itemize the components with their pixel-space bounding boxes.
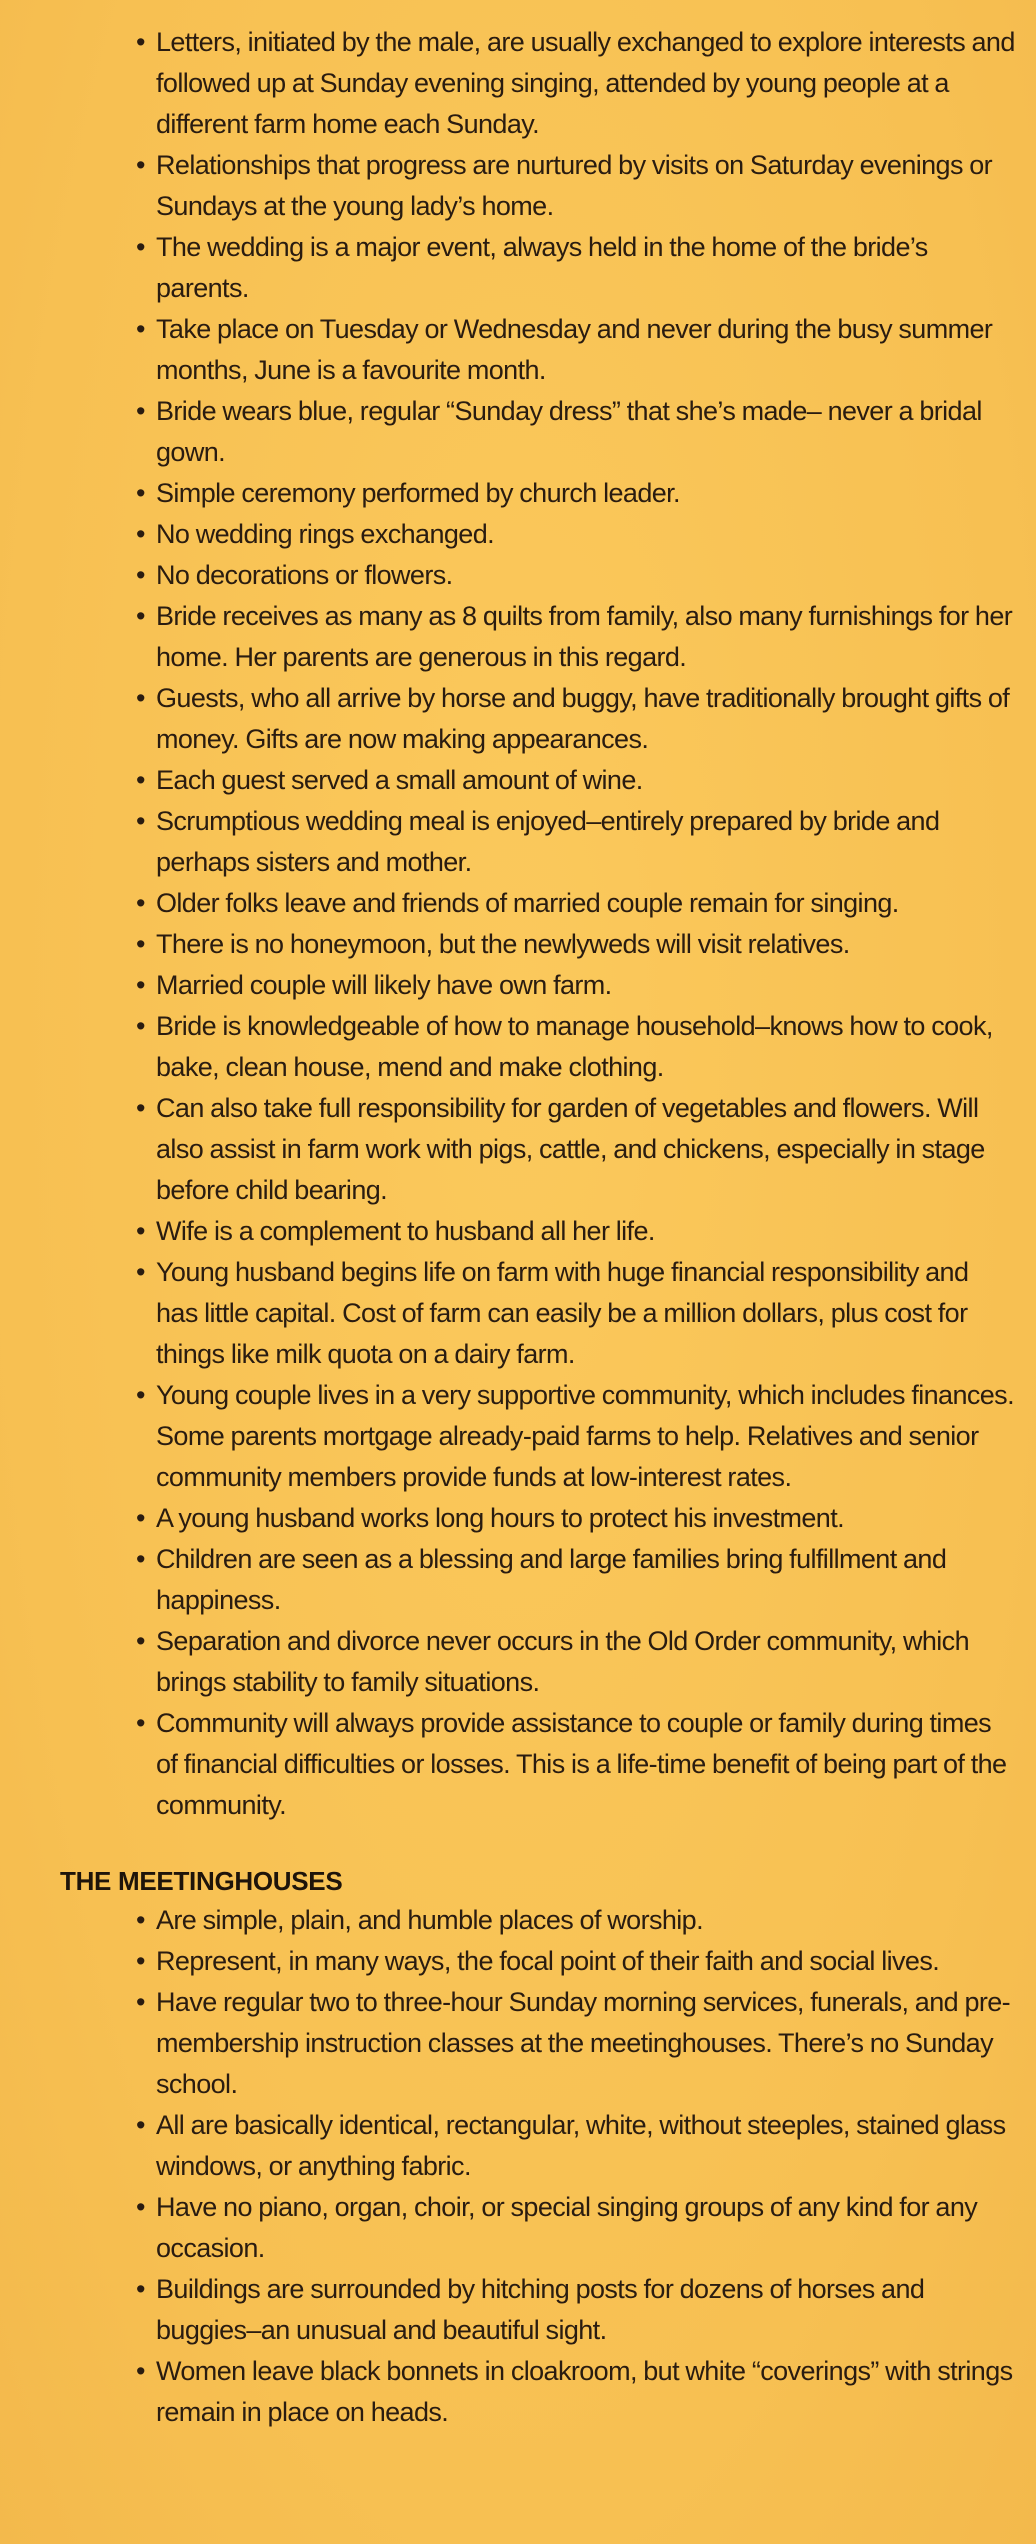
list-item: • Children are seen as a blessing and large families bring fulfillment and happiness.	[140, 1539, 1016, 1621]
list-item: • Bride receives as many as 8 quilts from family, also many furnishings for her home. Her parents are generous in this regard.	[140, 596, 1016, 678]
list-item: • Have regular two to three-hour Sunday morning services, funerals, and pre-membership instruction classes at the meetinghouses. There’s no Sunday school.	[140, 1982, 1016, 2105]
list-item: • Simple ceremony performed by church leader.	[140, 473, 1016, 514]
list-item: • No wedding rings exchanged.	[140, 514, 1016, 555]
list-item: • Older folks leave and friends of married couple remain for singing.	[140, 883, 1016, 924]
list-item: • Have no piano, organ, choir, or special singing groups of any kind for any occasion.	[140, 2187, 1016, 2269]
wedding-bullet-list	[0, 22, 1036, 1826]
list-item: • All are basically identical, rectangular, white, without steeples, stained glass windows, or anything fabric.	[140, 2105, 1016, 2187]
list-item: • Women leave black bonnets in cloakroom, but white “coverings” with strings remain in place on heads.	[140, 2351, 1016, 2433]
list-item: • Can also take full responsibility for garden of vegetables and flowers. Will also assist in farm work with pigs, cattle, and chickens, especially in stage before child bearing.	[140, 1088, 1016, 1211]
list-item: • Take place on Tuesday or Wednesday and never during the busy summer months, June is a favourite month.	[140, 309, 1016, 391]
list-item: • Buildings are surrounded by hitching posts for dozens of horses and buggies–an unusual and beautiful sight.	[140, 2269, 1016, 2351]
list-item: • Community will always provide assistance to couple or family during times of financial difficulties or losses. This is a life-time benefit of being part of the community.	[140, 1703, 1016, 1826]
list-item: • There is no honeymoon, but the newlyweds will visit relatives.	[140, 924, 1016, 965]
list-item: • Letters, initiated by the male, are usually exchanged to explore interests and followed up at Sunday evening singing, attended by young people at a different farm home each Sunday.	[140, 22, 1016, 145]
list-item: • Wife is a complement to husband all her life.	[140, 1211, 1016, 1252]
list-item: • Scrumptious wedding meal is enjoyed–entirely prepared by bride and perhaps sisters and mother.	[140, 801, 1016, 883]
list-item: • A young husband works long hours to protect his investment.	[140, 1498, 1016, 1539]
list-item: • Represent, in many ways, the focal point of their faith and social lives.	[140, 1941, 1016, 1982]
meetinghouses-bullet-list	[0, 1900, 1036, 2433]
list-item: • Young couple lives in a very supportive community, which includes finances. Some parents mortgage already-paid farms to help. Relatives and senior community members provide funds at low-interest rates.	[140, 1375, 1016, 1498]
list-item: • Relationships that progress are nurtured by visits on Saturday evenings or Sundays at the young lady’s home.	[140, 145, 1016, 227]
section-heading-meetinghouses: THE MEETINGHOUSES	[60, 1866, 343, 1896]
list-item: • Bride is knowledgeable of how to manage household–knows how to cook, bake, clean house, mend and make clothing.	[140, 1006, 1016, 1088]
list-item: • Each guest served a small amount of wine.	[140, 760, 1016, 801]
list-item: • Guests, who all arrive by horse and buggy, have traditionally brought gifts of money. Gifts are now making appearances.	[140, 678, 1016, 760]
document-page	[0, 22, 1036, 2433]
list-item: • Are simple, plain, and humble places of worship.	[140, 1900, 1016, 1941]
list-item: • Bride wears blue, regular “Sunday dress” that she’s made– never a bridal gown.	[140, 391, 1016, 473]
list-item: • No decorations or flowers.	[140, 555, 1016, 596]
list-item: • The wedding is a major event, always held in the home of the bride’s parents.	[140, 227, 1016, 309]
list-item: • Separation and divorce never occurs in the Old Order community, which brings stability to family situations.	[140, 1621, 1016, 1703]
list-item: • Married couple will likely have own farm.	[140, 965, 1016, 1006]
list-item: • Young husband begins life on farm with huge financial responsibility and has little capital. Cost of farm can easily be a million dollars, plus cost for things like milk quota on a dairy farm.	[140, 1252, 1016, 1375]
